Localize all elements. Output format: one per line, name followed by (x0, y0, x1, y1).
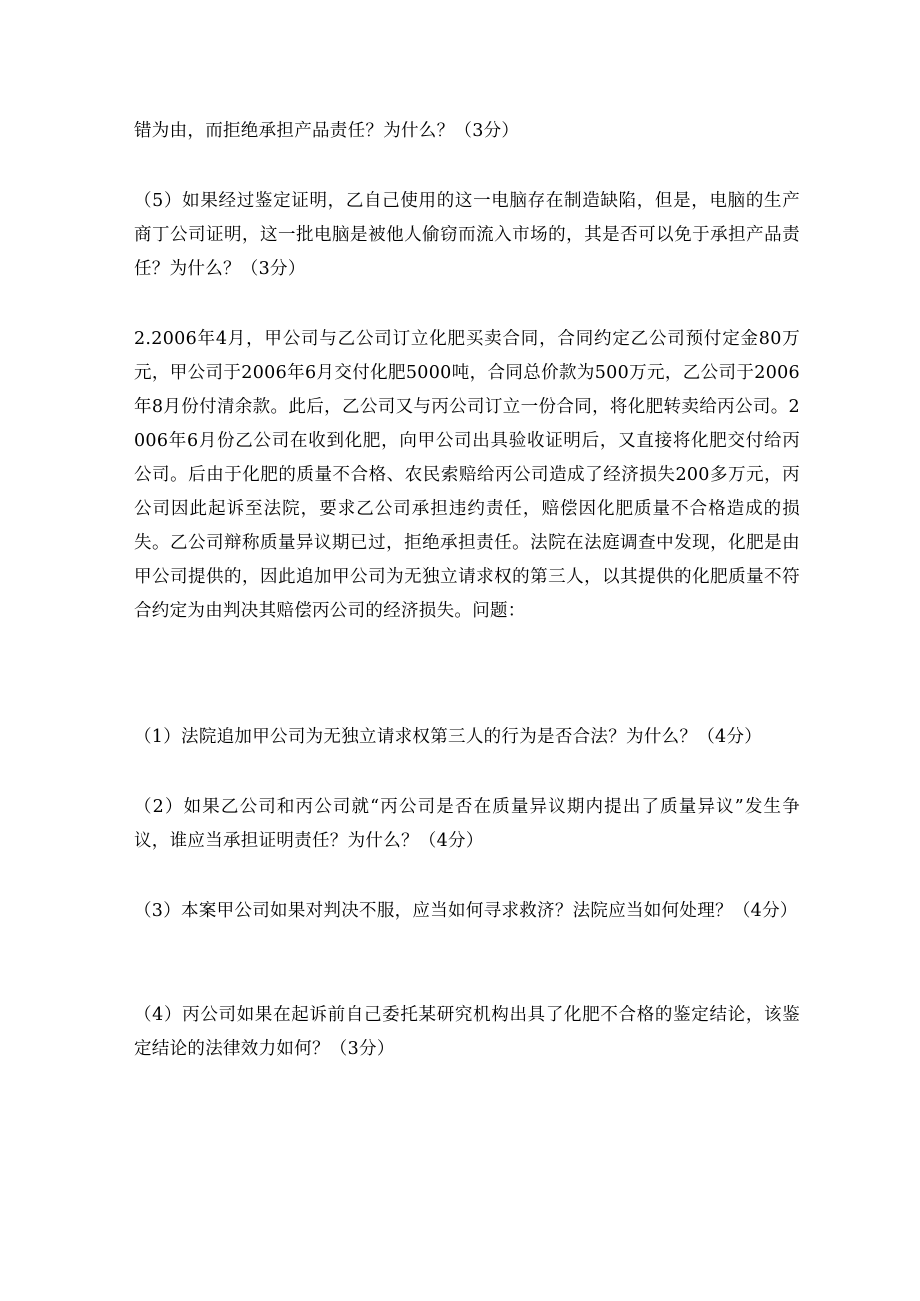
question-5-paragraph: （5）如果经过鉴定证明，乙自己使用的这一电脑存在制造缺陷，但是，电脑的生产商丁公司证明，这一批电脑是被他人偷窃而流入市场的，其是否可以免于承担产品责任？为什么？（3分） (134, 191, 800, 279)
case-2-question-4-paragraph: （4）丙公司如果在起诉前自己委托某研究机构出具了化肥不合格的鉴定结论，该鉴定结论的法律效力如何？（3分） (134, 1005, 800, 1059)
case-2-question-3-paragraph: （3）本案甲公司如果对判决不服，应当如何寻求救济？法院应当如何处理？（4分） (134, 901, 798, 921)
case-2-description-paragraph: 2.2006年4月，甲公司与乙公司订立化肥买卖合同，合同约定乙公司预付定金80万元，甲公司于2006年6月交付化肥5000吨，合同总价款为500万元，乙公司于2006年8月份付清余款。此后，乙公司又与丙公司订立一份合同，将化肥转卖给丙公司。2006年6月份乙公司在收到化肥，向甲公司出具验收证明后，又直接将化肥交付给丙公司。后由于化肥的质量不合格、农民索赔给丙公司造成了经济损失200多万元，丙公司因此起诉至法院，要求乙公司承担违约责任，赔偿因化肥质量不合格造成的损失。乙公司辩称质量异议期已过，拒绝承担责任。法院在法庭调查中发现，化肥是由甲公司提供的，因此追加甲公司为无独立请求权的第三人，以其提供的化肥质量不符合约定为由判决其赔偿丙公司的经济损失。问题： (134, 329, 800, 621)
case-2-question-2-paragraph: （2）如果乙公司和丙公司就“丙公司是否在质量异议期内提出了质量异议”发生争议，谁应当承担证明责任？为什么？（4分） (134, 797, 800, 851)
question-4-tail-paragraph: 错为由，而拒绝承担产品责任？为什么？（3分） (134, 121, 520, 141)
case-2-question-1-paragraph: （1）法院追加甲公司为无独立请求权第三人的行为是否合法？为什么？（4分） (134, 727, 763, 747)
